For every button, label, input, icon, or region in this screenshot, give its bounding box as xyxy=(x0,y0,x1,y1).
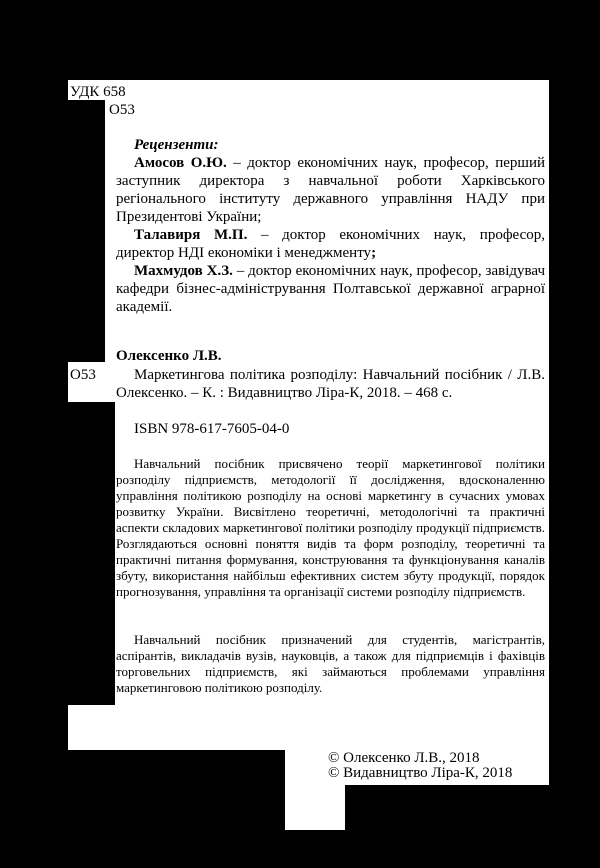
reviewers-heading: Рецензенти: xyxy=(134,137,219,153)
reviewer-2-name: Талавиря М.П. xyxy=(134,227,248,243)
copyright-author: © Олексенко Л.В., 2018 xyxy=(328,750,480,766)
abstract-paragraph-2: Навчальний посібник призначений для студентів, магістрантів, аспірантів, викладачів вузів, науковців, а також для підприємців і фахівців торговельних підприємств, які займаються проблемами управління маркетинговою політикою розподілу. xyxy=(116,632,545,695)
reviewer-2 xyxy=(116,226,545,262)
page-panel-footer xyxy=(68,705,549,750)
author-line: Олексенко Л.В. xyxy=(116,348,222,364)
reviewer-1-text: – доктор економічних наук, професор, перший заступник директора з навчальної роботи Харківського регіонального інституту державного управління НАДУ при Президентові України; xyxy=(116,155,545,225)
reviewer-2-end: ; xyxy=(371,245,377,261)
reviewer-3-name: Махмудов Х.З. xyxy=(134,263,233,279)
reviewer-3-text: – доктор економічних наук, професор, завідувач кафедри бізнес-адміністрування Полтавської державної аграрної академії. xyxy=(116,263,545,315)
reviewer-3 xyxy=(116,262,545,316)
isbn-line: ISBN 978-617-7605-04-0 xyxy=(134,421,290,437)
page-panel-top xyxy=(68,80,549,100)
footer-isbn: ISBN 978-617-7605-04-0 xyxy=(70,765,227,781)
reviewer-2-text: – доктор економічних наук, професор, директор НДІ економіки і менеджменту xyxy=(116,227,545,261)
reviewer-1-name: Амосов О.Ю. xyxy=(134,155,227,171)
classification-code: О53 xyxy=(109,102,135,118)
copyright-publisher: © Видавництво Ліра-К, 2018 xyxy=(328,765,513,781)
reviewer-1 xyxy=(116,154,545,226)
citation-code: О53 xyxy=(70,367,96,383)
citation-text: Маркетингова політика розподілу: Навчальний посібник / Л.В. Олексенко. – К. : Видавництво Ліра-К, 2018. – 468 с. xyxy=(116,367,545,401)
abstract-paragraph-1: Навчальний посібник присвячено теорії маркетингової політики розподілу підприємств, методології її дослідження, вдосконаленню управління політикою розподілу на основі маркетингу в сучасних умовах розвитку України. Висвітлено теоретичні, методологічні та практичні аспекти складових маркетингової політики розподілу продукції підприємств. Розглядаються основні поняття видів та форм розподілу, теоретичні та практичні питання формування, конструювання та функціонування каналів збуту, використання найбільш ефективних систем збуту продукції, порядок прогнозування, управління та організації системи розподілу підприємств. xyxy=(116,456,545,599)
udk-code: УДК 658 xyxy=(70,84,126,100)
page-panel-bottom xyxy=(285,785,345,830)
